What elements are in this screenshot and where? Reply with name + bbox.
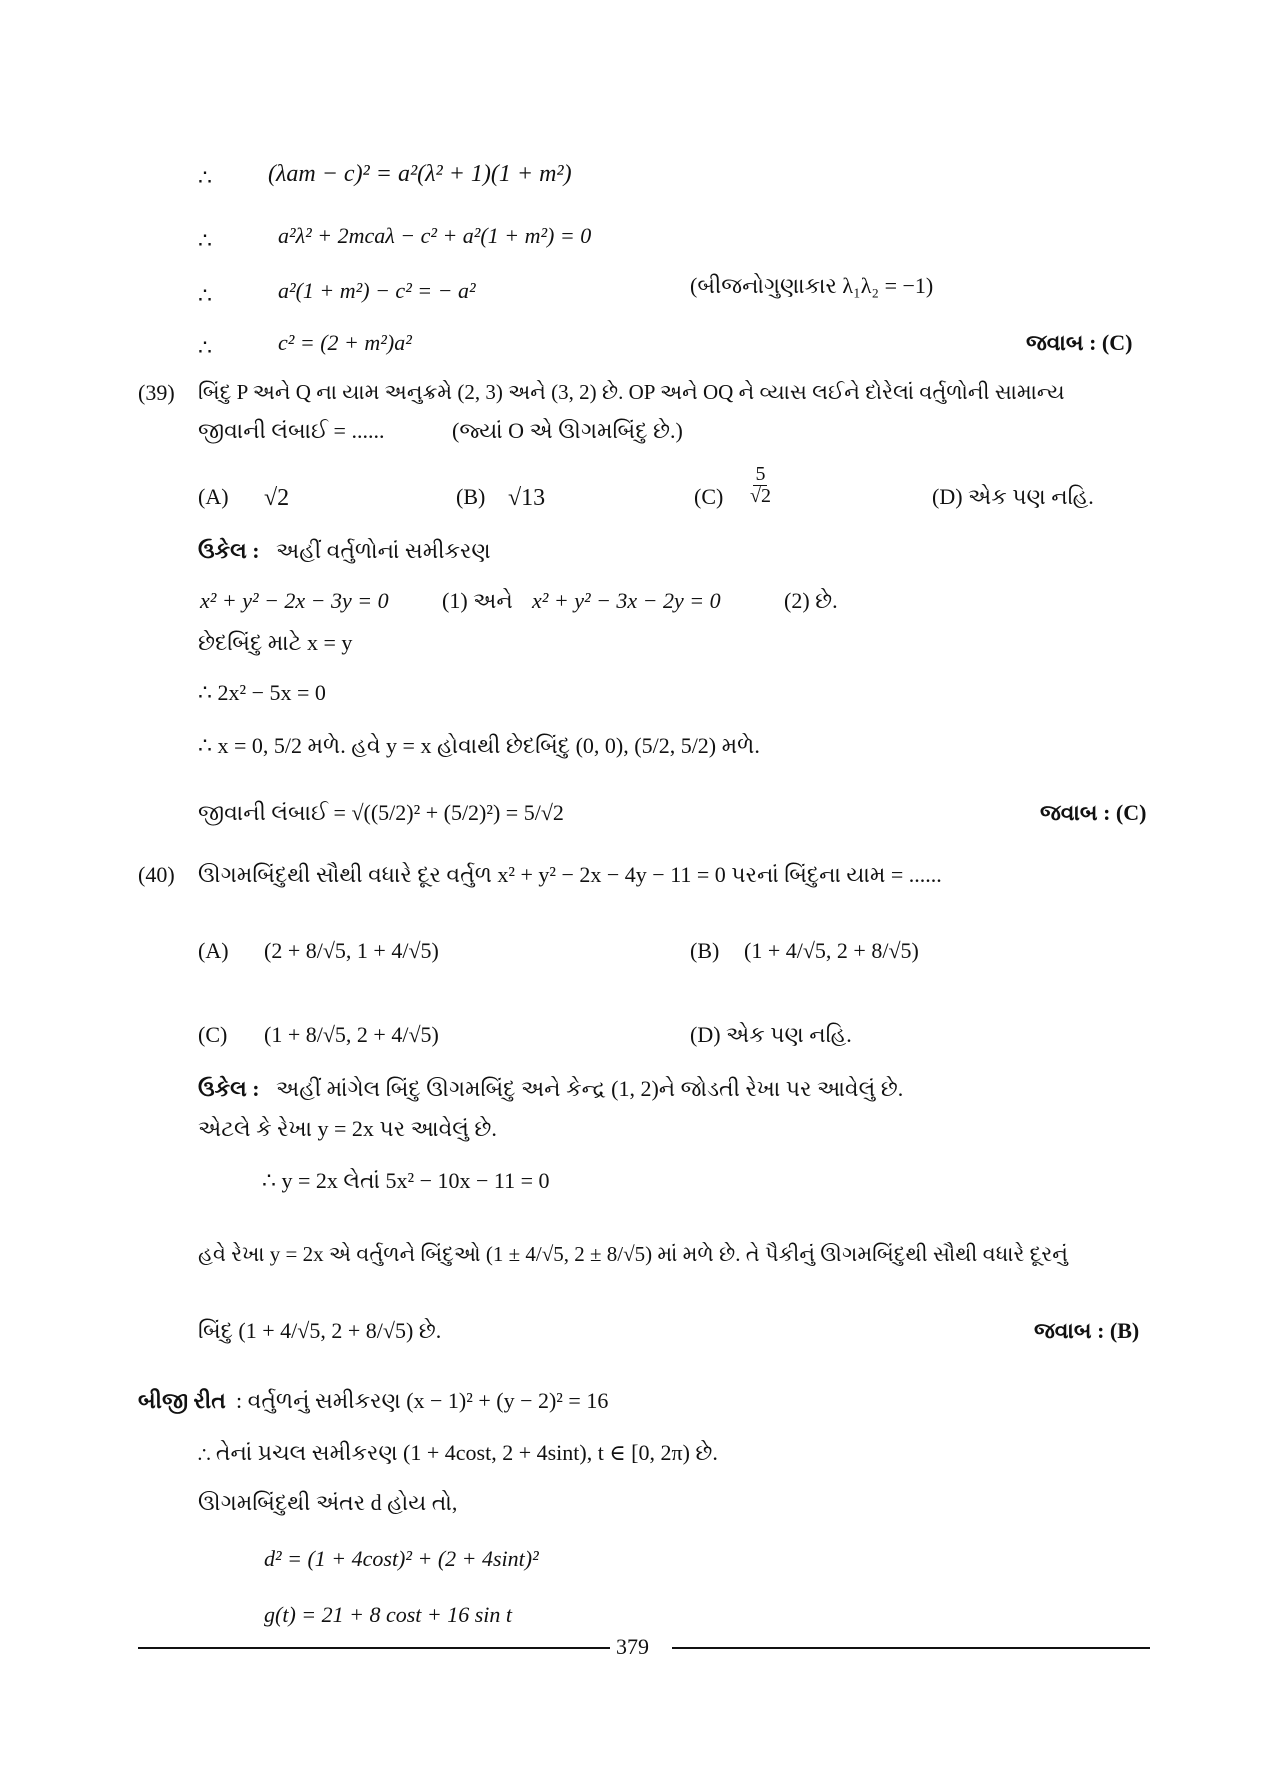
solution-text: ∴ x = 0, 5/2 મળે. હવે y = x હોવાથી છેદબિંદુ (0, 0), (5/2, 5/2) મળે. bbox=[198, 733, 760, 758]
option-value: (1 + 4/√5, 2 + 8/√5) bbox=[744, 938, 919, 963]
option-value: (2 + 8/√5, 1 + 4/√5) bbox=[264, 938, 439, 963]
therefore-symbol: ∴ bbox=[198, 165, 212, 190]
therefore-symbol: ∴ bbox=[198, 283, 212, 308]
question-number: (40) bbox=[138, 862, 175, 887]
equation-line-3: a²(1 + m²) − c² = − a² bbox=[278, 278, 476, 303]
equation-note: (બીજનોગુણાકાર λ₁λ₂ = −1) bbox=[690, 273, 934, 298]
option-value: √13 bbox=[508, 485, 546, 511]
circle-equation-1: x² + y² − 2x − 3y = 0 bbox=[200, 588, 389, 613]
solution-text: છેદબિંદુ માટે x = y bbox=[198, 630, 353, 655]
option-label: (B) bbox=[690, 938, 720, 963]
method-text: ઊગમબિંદુથી અંતર d હોય તો, bbox=[198, 1490, 458, 1515]
solution-text: ∴ y = 2x લેતાં 5x² − 10x − 11 = 0 bbox=[262, 1168, 550, 1193]
question-text-line-2: જીવાની લંબાઈ = ...... bbox=[198, 418, 385, 443]
equation-line-2: a²λ² + 2mcaλ − c² + a²(1 + m²) = 0 bbox=[278, 223, 592, 248]
answer-label: જવાબ : (B) bbox=[1034, 1318, 1140, 1343]
page-number: 379 bbox=[616, 1634, 649, 1659]
solution-text: (2) છે. bbox=[784, 588, 838, 613]
method-text: : વર્તુળનું સમીકરણ (x − 1)² + (y − 2)² = 16 bbox=[236, 1388, 609, 1413]
question-text: ઊગમબિંદુથી સૌથી વધારે દૂર વર્તુળ x² + y² − 2x − 4y − 11 = 0 પરનાં બિંદુના યામ = ...... bbox=[198, 862, 942, 887]
option-value: (1 + 8/√5, 2 + 4/√5) bbox=[264, 1022, 439, 1047]
solution-text: એટલે કે રેખા y = 2x પર આવેલું છે. bbox=[198, 1116, 497, 1141]
option-label: (A) bbox=[198, 484, 229, 509]
fraction-numerator: 5 bbox=[755, 463, 766, 485]
question-number: (39) bbox=[138, 380, 175, 405]
circle-equation-2: x² + y² − 3x − 2y = 0 bbox=[532, 588, 721, 613]
therefore-symbol: ∴ bbox=[198, 228, 212, 253]
solution-text: (1) અને bbox=[442, 588, 513, 613]
solution-text: હવે રેખા y = 2x એ વર્તુળને બિંદુઓ (1 ± 4/√5, 2 ± 8/√5) માં મળે છે. તે પૈકીનું ઊગમબિંદુથી સૌથી વધારે દૂરનું bbox=[198, 1242, 1068, 1266]
question-note: (જ્યાં O એ ઊગમબિંદુ છે.) bbox=[452, 418, 683, 443]
footer-rule-right bbox=[672, 1647, 1150, 1649]
option-label: (C) bbox=[198, 1022, 228, 1047]
question-text: બિંદુ P અને Q ના યામ અનુક્રમે (2, 3) અને (3, 2) છે. OP અને OQ ને વ્યાસ લઈને દોરેલાં વર્તુળોની સામાન્ય bbox=[198, 380, 1065, 404]
solution-text: બિંદુ (1 + 4/√5, 2 + 8/√5) છે. bbox=[198, 1318, 442, 1343]
answer-label: જવાબ : (C) bbox=[1026, 330, 1133, 355]
option-d: (D) એક પણ નહિ. bbox=[690, 1022, 852, 1047]
option-value-fraction bbox=[748, 464, 773, 507]
option-label: (B) bbox=[456, 484, 486, 509]
therefore-symbol: ∴ bbox=[198, 335, 212, 360]
footer-rule-left bbox=[138, 1647, 610, 1649]
solution-text: અહીં વર્તુળોનાં સમીકરણ bbox=[276, 538, 491, 563]
fraction-denominator: √2 bbox=[750, 485, 771, 507]
solution-text: જીવાની લંબાઈ = √((5/2)² + (5/2)²) = 5/√2 bbox=[198, 800, 564, 825]
function-equation: g(t) = 21 + 8 cost + 16 sin t bbox=[264, 1602, 513, 1627]
equation-line-1: (λam − c)² = a²(λ² + 1)(1 + m²) bbox=[268, 161, 572, 187]
option-label: (C) bbox=[694, 484, 724, 509]
equation-line-4: c² = (2 + m²)a² bbox=[278, 330, 412, 355]
solution-text: ∴ 2x² − 5x = 0 bbox=[198, 680, 326, 705]
method-label: બીજી રીત bbox=[138, 1388, 226, 1413]
option-value: √2 bbox=[264, 485, 290, 511]
solution-label: ઉકેલ : bbox=[198, 538, 260, 563]
solution-label: ઉકેલ : bbox=[198, 1076, 260, 1101]
option-label: (A) bbox=[198, 938, 229, 963]
distance-equation: d² = (1 + 4cost)² + (2 + 4sint)² bbox=[264, 1546, 539, 1571]
option-d: (D) એક પણ નહિ. bbox=[932, 484, 1094, 509]
answer-label: જવાબ : (C) bbox=[1040, 800, 1147, 825]
method-text: ∴ તેનાં પ્રચલ સમીકરણ (1 + 4cost, 2 + 4sint), t ∈ [0, 2π) છે. bbox=[198, 1440, 718, 1465]
solution-text: અહીં માંગેલ બિંદુ ઊગમબિંદુ અને કેન્દ્ર (1, 2)ને જોડતી રેખા પર આવેલું છે. bbox=[276, 1076, 904, 1101]
